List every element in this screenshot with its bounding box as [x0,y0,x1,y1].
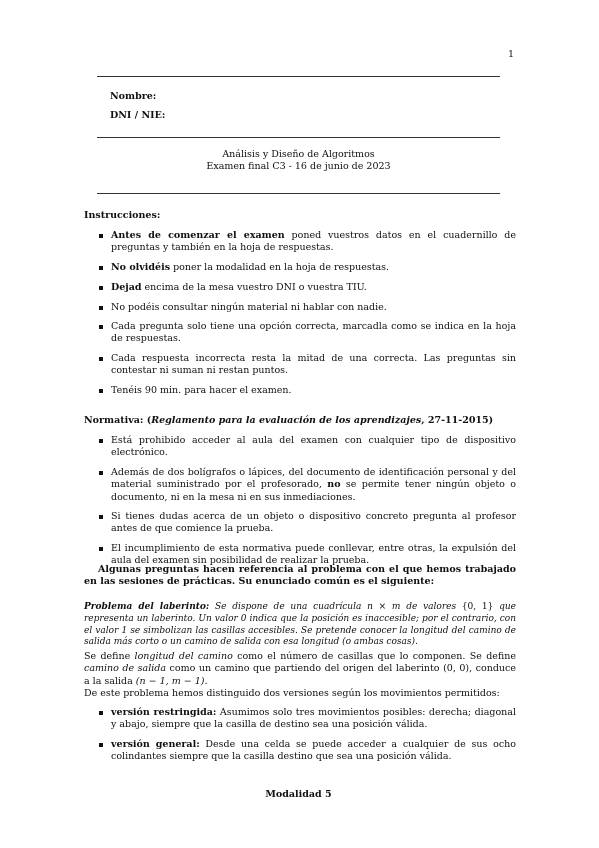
version-description: Asumimos solo tres movimientos posibles: derecha; diagonal y abajo, siempre que la casilla de destino sea una posición válida. [111,707,516,731]
def-origin: (0, 0) [443,663,470,675]
instructions-section [84,210,516,405]
instruction-item [84,262,516,274]
problem-text-3: que representa un laberinto. Un valor 0 indica que la posición es inaccesible; por el contrario, con el valor 1 se simbolizan las casillas accesibles. Se pretende conocer la longitud del camino de salida más corto o un camino de salida con esa longitud (o ambas cosas). [84,602,516,648]
normativa-heading [84,415,516,427]
version-item [84,739,516,763]
problem-statement [84,602,516,649]
instruction-item [84,230,516,254]
problem-section [84,602,516,771]
normativa-text-post: se permite tener ningún objeto o documento, ni en la mesa ni en sus inmediaciones. [111,479,516,503]
normativa-heading-regulation: Reglamento para la evaluación de los aprendizajes [151,415,422,426]
problem-title: Problema del laberinto: [84,602,210,612]
problem-values: {0, 1} [461,602,494,612]
problem-text-1: Se dispone de una cuadrícula [209,602,368,612]
instruction-item [84,321,516,345]
problem-text-2: de valores [400,602,462,612]
problem-dims: n × m [367,602,401,612]
instruction-text: Cada pregunta solo tiene una opción correcta, marcadla como se indica en la hoja de respuestas. [111,321,516,345]
def-term-length: longitud del camino [134,651,233,663]
def-text-2: como el número de casillas que lo componen. Se define [232,651,516,663]
def-text-5: . [204,675,208,687]
course-title: Análisis y Diseño de Algoritmos [222,149,375,160]
version-name: versión restringida: [111,707,217,718]
normativa-item [84,467,516,504]
instruction-item [84,302,516,314]
version-description: Desde una celda se puede acceder a cualquier de sus ocho colindantes siempre que la casilla destino que sea una posición válida. [111,738,516,763]
normativa-text: Está prohibido acceder al aula del examen con cualquier tipo de dispositivo electrónico. [111,435,516,459]
version-item [84,707,516,731]
instruction-item [84,385,516,397]
dni-label: DNI / NIE: [110,110,166,121]
problem-definitions [84,651,516,688]
def-term-exit-path: camino de salida [84,663,167,675]
instruction-bold: Dejad [111,281,142,293]
def-text-3: como un camino que partiendo del origen del laberinto [166,663,444,675]
title-bottom-rule [97,193,500,194]
modalidad-label: Modalidad 5 [265,789,332,800]
name-label: Nombre: [110,91,157,102]
instruction-item [84,353,516,377]
normativa-heading-suffix: , 27-11-2015) [421,415,494,426]
instruction-text: poned vuestros datos en el cuadernillo de preguntas y también en la hoja de respuestas. [111,230,516,254]
def-text-1: Se define [84,651,135,663]
normativa-bold: no [327,479,341,491]
instructions-heading: Instrucciones: [84,210,161,221]
instruction-text: Tenéis 90 min. para hacer el examen. [111,385,292,397]
versions-intro: De este problema hemos distinguido dos versiones según los movimientos permitidos: [84,687,500,699]
normativa-text: Si tienes dudas acerca de un objeto o dispositivo concreto pregunta al profesor antes de que comience la prueba. [111,511,516,535]
def-text-4: , conduce a la salida [84,663,516,687]
normativa-text: Además de dos bolígrafos o lápices, del documento de identificación personal y del material suministrado por el profesorado, [111,467,516,491]
instruction-text: encima de la mesa vuestro DNI o vuestra TIU. [141,281,367,293]
instruction-bold: No olvidéis [111,262,171,274]
normativa-text: El incumplimiento de esta normativa puede conllevar, entre otras, la expulsión del aula del examen sin posibilidad de realizar la prueba. [111,543,516,567]
instruction-text: poner la modalidad en la hoja de respuestas. [170,262,390,274]
normativa-list [84,435,516,567]
instruction-bold: Antes de comenzar el examen [111,230,285,242]
exam-subtitle: Examen final C3 - 16 de junio de 2023 [206,161,391,172]
header-middle-rule [97,137,500,138]
instructions-list [84,230,516,397]
exam-title [97,149,500,173]
header-top-rule [97,76,500,77]
instruction-item [84,282,516,294]
intro-paragraph: Algunas preguntas hacen referencia al problema con el que hemos trabajado en las sesiones de prácticas. Su enunciado común es el siguiente: [84,564,516,588]
instruction-text: No podéis consultar ningún material ni hablar con nadie. [111,301,387,313]
version-name: versión general: [111,738,200,750]
normativa-item [84,435,516,459]
versions-list [84,707,516,763]
normativa-heading-prefix: Normativa: ( [84,415,152,426]
def-exit: (n − 1, m − 1) [135,675,205,687]
instruction-text: Cada respuesta incorrecta resta la mitad de una correcta. Las preguntas sin contestar ni suman ni restan puntos. [111,353,516,377]
normativa-item [84,511,516,535]
page-number: 1 [508,49,515,60]
normativa-section [84,415,516,575]
